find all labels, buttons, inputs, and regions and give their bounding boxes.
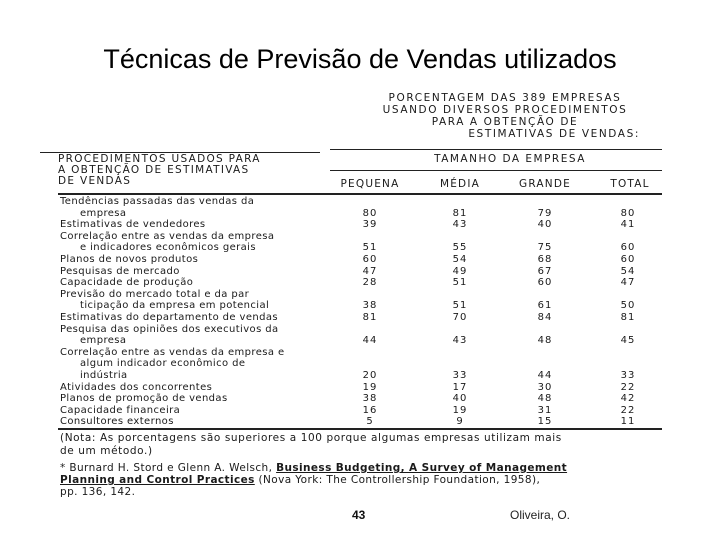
- column-header-grande: GRANDE: [519, 178, 571, 190]
- percentage-cell: 61: [537, 300, 553, 312]
- author-footer: Oliveira, O.: [510, 508, 571, 522]
- procedure-label: Pesquisas de mercado: [60, 265, 180, 277]
- table-bottom-rule: [58, 428, 662, 430]
- procedure-label: indústria: [80, 370, 128, 381]
- percentage-cell: 43: [452, 219, 468, 231]
- procedure-label: Estimativas de vendedores: [60, 219, 206, 231]
- procedure-label: Atividades dos concorrentes: [60, 381, 213, 393]
- percentage-cell: 51: [452, 277, 468, 289]
- table-row: [40, 242, 670, 254]
- percentage-cell: 44: [362, 335, 378, 347]
- procedure-label: Consultores externos: [60, 416, 174, 428]
- table-row: [40, 324, 670, 336]
- percentage-cell: 31: [537, 404, 553, 416]
- procedure-label: empresa: [80, 207, 127, 219]
- table-row: [40, 300, 670, 312]
- column-header-total: TOTAL: [610, 178, 650, 190]
- company-size-header: TAMANHO DA EMPRESA: [434, 153, 586, 165]
- percentage-cell: 49: [452, 265, 468, 277]
- procedures-header-line: DE VENDAS: [58, 175, 132, 187]
- percentage-cell: 50: [620, 300, 636, 312]
- table-row: [40, 196, 670, 208]
- percentage-cell: 54: [452, 254, 468, 265]
- percentage-cell: 5: [366, 416, 374, 428]
- table-row: [40, 312, 670, 324]
- procedure-label: Capacidade financeira: [60, 404, 181, 416]
- procedure-label: Tendências passadas das vendas da: [60, 196, 255, 207]
- table-row: [40, 405, 670, 417]
- percentage-cell: 30: [537, 381, 553, 393]
- percentage-cell: 81: [620, 312, 636, 323]
- percentage-cell: 40: [452, 393, 468, 405]
- percentage-cell: 9: [456, 416, 464, 428]
- percentage-cell: 48: [537, 335, 553, 347]
- reference-publisher: (Nova York: The Controllership Foundation, 1958),: [254, 474, 541, 486]
- procedures-header: [58, 154, 338, 187]
- percentage-cell: 42: [620, 393, 636, 405]
- percentage-header-line: PORCENTAGEM DAS 389 EMPRESAS: [388, 92, 622, 104]
- percentage-cell: 41: [620, 219, 636, 231]
- percentage-cell: 79: [537, 207, 553, 219]
- table-row: [40, 416, 670, 428]
- percentage-cell: 51: [452, 300, 468, 312]
- percentage-cell: 54: [620, 265, 636, 277]
- percentage-header: [350, 92, 660, 140]
- table-row: [40, 208, 670, 220]
- table-row: [40, 370, 670, 382]
- table-row: [40, 382, 670, 394]
- percentage-cell: 39: [362, 219, 378, 231]
- column-header-rule: [330, 170, 662, 171]
- reference-title-cont: Planning and Control Practices: [60, 474, 255, 486]
- scanned-table: [40, 92, 670, 498]
- procedure-label: Capacidade de produção: [60, 277, 194, 289]
- percentage-cell: 20: [362, 370, 378, 381]
- procedure-label: Correlação entre as vendas da empresa: [60, 230, 275, 242]
- percentage-header-line: PARA A OBTENÇÃO DE: [431, 116, 579, 128]
- header-rule: [330, 149, 662, 150]
- percentage-cell: 40: [537, 219, 553, 231]
- percentage-cell: 68: [537, 254, 553, 265]
- percentage-cell: 60: [537, 277, 553, 289]
- percentage-cell: 22: [620, 404, 636, 416]
- percentage-cell: 80: [362, 207, 378, 219]
- column-header-pequena: PEQUENA: [340, 178, 400, 190]
- procedure-label: e indicadores econômicos gerais: [80, 242, 256, 254]
- procedure-label: ticipação da empresa em potencial: [80, 300, 270, 312]
- table-row: [40, 277, 670, 289]
- percentage-cell: 11: [620, 416, 636, 428]
- table-row: [40, 289, 670, 301]
- note-line: de um método.): [60, 445, 153, 457]
- percentage-cell: 38: [362, 393, 378, 405]
- slide-title: Técnicas de Previsão de Vendas utilizados: [103, 44, 617, 74]
- table-row: [40, 393, 670, 405]
- percentage-cell: 70: [452, 312, 468, 323]
- reference-authors: * Burnard H. Stord e Glenn A. Welsch,: [60, 462, 277, 474]
- percentage-cell: 22: [620, 381, 636, 393]
- percentage-header-line: USANDO DIVERSOS PROCEDIMENTOS: [382, 104, 628, 116]
- table-row: [40, 254, 670, 266]
- percentage-cell: 28: [362, 277, 378, 289]
- percentage-cell: 33: [452, 370, 468, 381]
- column-header-media: MÉDIA: [439, 178, 481, 190]
- percentage-cell: 55: [452, 242, 468, 254]
- percentage-cell: 75: [537, 242, 553, 254]
- percentage-cell: 47: [362, 265, 378, 277]
- percentage-cell: 19: [452, 404, 468, 416]
- percentage-header-line: ESTIMATIVAS DE VENDAS:: [468, 128, 640, 140]
- percentage-cell: 47: [620, 277, 636, 289]
- percentage-cell: 81: [362, 312, 378, 323]
- table-row: [40, 335, 670, 347]
- note-line: (Nota: As porcentagens são superiores a 100 porque algumas empresas utilizam mais: [60, 432, 562, 444]
- procedure-label: Planos de promoção de vendas: [60, 393, 228, 405]
- table-row: [40, 358, 670, 370]
- procedures-header-line: A OBTENÇÃO DE ESTIMATIVAS: [58, 164, 250, 176]
- percentage-cell: 19: [362, 381, 378, 393]
- procedure-label: Estimativas do departamento de vendas: [60, 312, 279, 323]
- percentage-cell: 60: [620, 242, 636, 254]
- procedure-label: Previsão do mercado total e da par: [60, 288, 250, 300]
- reference-pages: pp. 136, 142.: [60, 486, 136, 498]
- table-note: [60, 432, 660, 458]
- percentage-cell: 43: [452, 335, 468, 347]
- percentage-cell: 60: [620, 254, 636, 265]
- table-top-rule: [58, 193, 662, 195]
- percentage-cell: 45: [620, 335, 636, 347]
- table-row: [40, 231, 670, 243]
- percentage-cell: 17: [452, 381, 468, 393]
- percentage-cell: 16: [362, 404, 378, 416]
- percentage-cell: 84: [537, 312, 553, 323]
- percentage-cell: 48: [537, 393, 553, 405]
- table-row: [40, 347, 670, 359]
- percentage-cell: 67: [537, 265, 553, 277]
- percentage-cell: 80: [620, 207, 636, 219]
- procedure-label: empresa: [80, 335, 127, 347]
- percentage-cell: 38: [362, 300, 378, 312]
- table-row: [40, 266, 670, 278]
- source-reference: [60, 462, 670, 498]
- page-number: 43: [352, 508, 366, 522]
- percentage-cell: 51: [362, 242, 378, 254]
- reference-title: Business Budgeting, A Survey of Management: [276, 462, 568, 474]
- procedures-header-line: PROCEDIMENTOS USADOS PARA: [58, 153, 261, 165]
- procedure-label: algum indicador econômico de: [80, 358, 246, 370]
- procedure-label: Correlação entre as vendas da empresa e: [60, 346, 285, 358]
- table-row: [40, 219, 670, 231]
- procedure-label: Planos de novos produtos: [60, 254, 199, 265]
- percentage-cell: 44: [537, 370, 553, 381]
- percentage-cell: 15: [537, 416, 553, 428]
- percentage-cell: 33: [620, 370, 636, 381]
- percentage-cell: 60: [362, 254, 378, 265]
- percentage-cell: 81: [452, 207, 468, 219]
- procedure-label: Pesquisa das opiniões dos executivos da: [60, 323, 279, 335]
